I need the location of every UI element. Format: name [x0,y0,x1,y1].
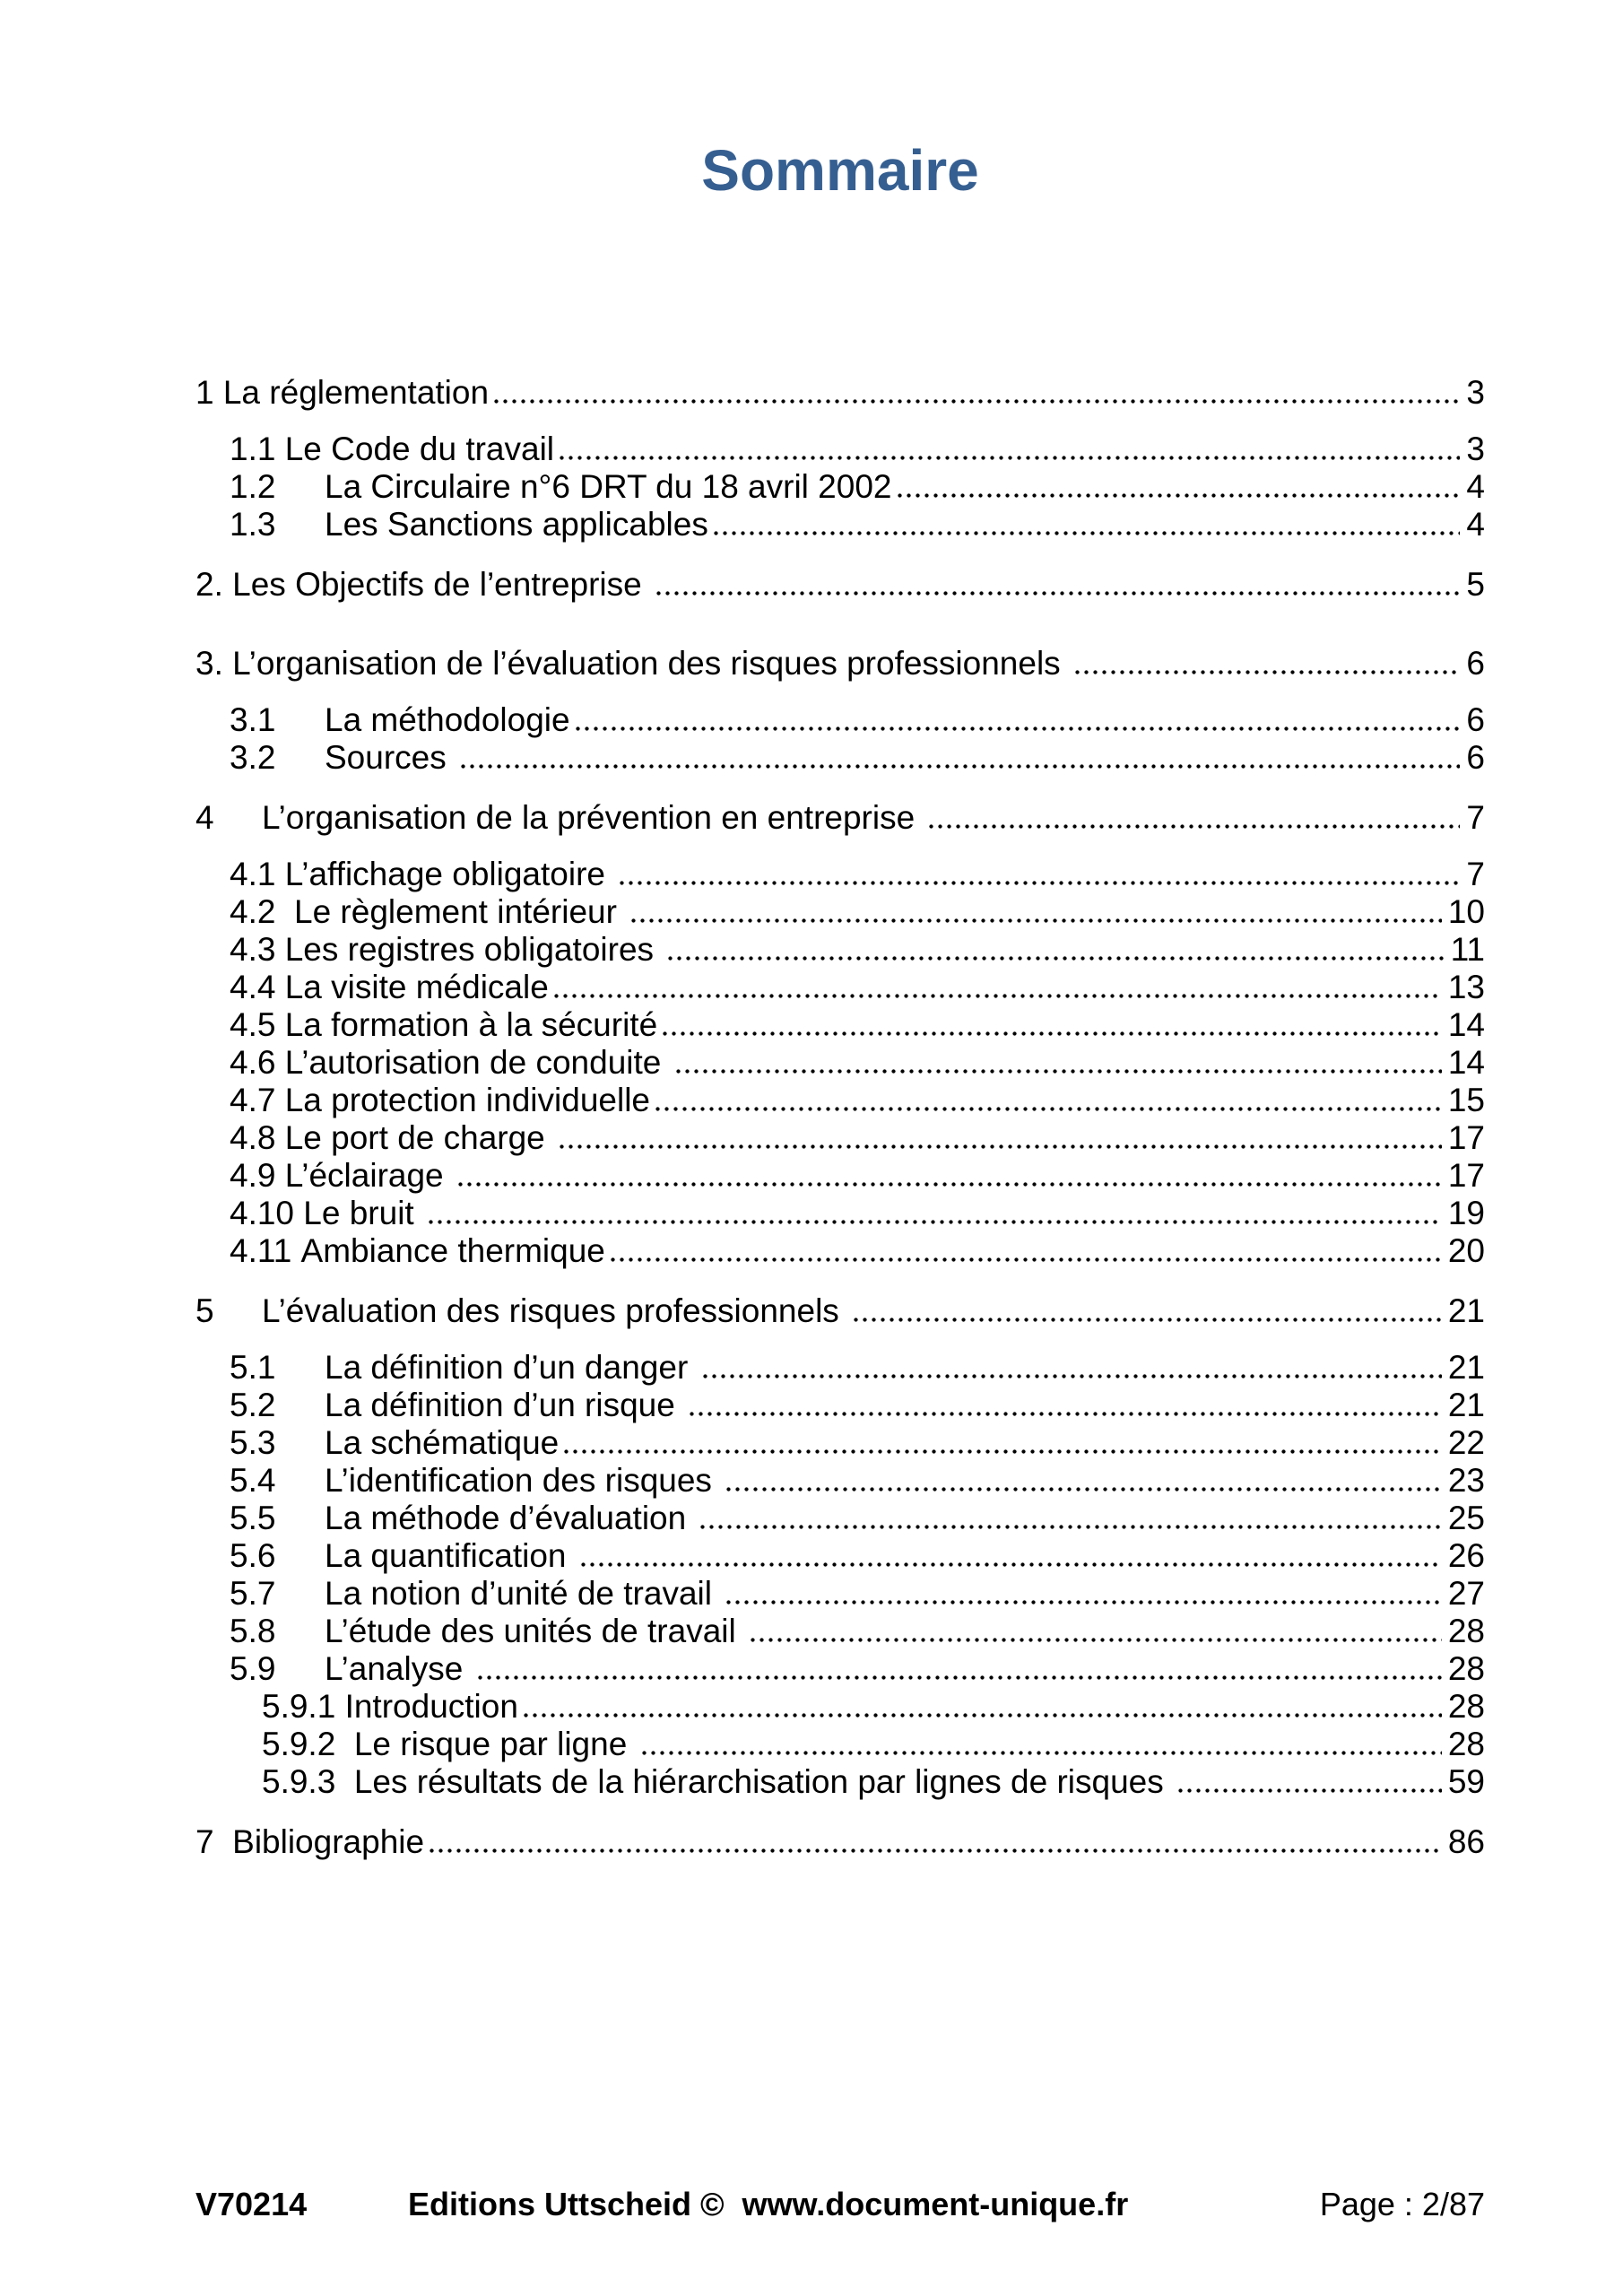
toc-entry-page: 28 [1447,1613,1485,1649]
toc-entry [195,1082,1485,1119]
toc-entry [195,1424,1485,1462]
dot-leader [564,1449,1442,1454]
toc-entry-title: La définition d’un risque [325,1387,685,1423]
toc-entry-page: 4 [1466,506,1485,543]
toc-entry-title: Introduction [344,1688,518,1725]
toc-entry-number: 4.6 [230,1044,285,1081]
dot-leader [1178,1788,1442,1793]
toc-entry-page: 4 [1466,468,1485,505]
toc-entry-page: 11 [1450,931,1485,968]
dot-leader [668,956,1444,961]
toc-entry [195,1688,1485,1726]
toc-entry-page: 21 [1447,1387,1485,1423]
toc-entry-title: Les registres obligatoires [284,931,664,968]
toc-entry-title: L’organisation de l’évaluation des risques professionnels [232,645,1070,682]
toc-entry [195,969,1485,1006]
toc-entry [195,1006,1485,1044]
toc-entry [195,1575,1485,1613]
dot-leader [478,1675,1442,1680]
toc-entry-number: 3.2 [230,739,276,776]
toc-entry-number: 5 [195,1292,214,1329]
toc-entry-title: La Circulaire n°6 DRT du 18 avril 2002 [325,468,892,505]
toc-entry [195,506,1485,544]
toc-entry [195,856,1485,893]
toc-entry-page: 6 [1466,701,1485,738]
toc-entry-title: Le port de charge [284,1119,555,1156]
dot-leader [690,1412,1442,1416]
toc-entry-title: L’autorisation de conduite [284,1044,671,1081]
toc-entry-number: 5.9.1 [262,1688,345,1725]
toc-entry-title: L’affichage obligatoire [284,856,615,892]
toc-entry-title: La protection individuelle [284,1082,650,1118]
dot-leader [663,1031,1442,1036]
toc-entry-number: 4.2 [230,893,294,930]
toc-entry-page: 19 [1447,1195,1485,1231]
toc-entry-number: 4.5 [230,1006,285,1043]
dot-leader [676,1069,1442,1074]
toc-entry-title: L’éclairage [284,1157,453,1194]
toc-entry-number: 4.4 [230,969,285,1005]
toc-entry-number: 1.3 [230,506,276,543]
dot-leader [929,824,1460,829]
toc-entry [195,1613,1485,1650]
toc-entry [195,1270,1485,1349]
toc-entry-number: 4.1 [230,856,285,892]
toc-entry-page: 86 [1447,1823,1485,1860]
toc-entry [195,1537,1485,1575]
dot-leader [854,1318,1442,1322]
toc-entry-page: 23 [1447,1462,1485,1499]
toc-entry-title: La réglementation [222,374,490,411]
dot-leader [1075,670,1460,674]
toc-entry-page: 59 [1447,1763,1485,1800]
toc-entry-page: 26 [1447,1537,1485,1574]
toc-entry-number: 4.7 [230,1082,285,1118]
toc-entry-page: 20 [1447,1232,1485,1269]
dot-leader [458,1182,1442,1187]
toc-entry-page: 21 [1447,1292,1485,1329]
toc-entry-number: 3.1 [230,701,276,738]
toc-entry-number: 7 [195,1823,233,1860]
toc-entry-page: 17 [1447,1119,1485,1156]
toc-entry [195,1119,1485,1157]
toc-entry-title: Bibliographie [232,1823,425,1860]
toc-entry-number: 3. [195,645,233,682]
toc-entry [195,893,1485,931]
dot-leader [581,1562,1442,1567]
toc-entry-number: 5.8 [230,1613,276,1649]
toc-entry-number: 5.6 [230,1537,276,1574]
dot-leader [726,1600,1442,1605]
toc-entry [195,1195,1485,1232]
toc-entry [195,1232,1485,1270]
dot-leader [554,994,1442,998]
toc-entry-page: 5 [1466,566,1485,603]
toc-entry-title: L’analyse [325,1650,473,1687]
toc-entry-number: 5.9.2 [262,1726,354,1762]
toc-entry [195,739,1485,777]
toc-entry-number: 4.10 [230,1195,304,1231]
toc-entry [195,1387,1485,1424]
toc-entry [195,352,1485,430]
dot-leader [714,531,1461,535]
dot-leader [655,1107,1442,1111]
dot-leader [430,1848,1442,1853]
toc-entry-title: L’identification des risques [325,1462,722,1499]
toc-entry-title: La quantification [325,1537,576,1574]
toc-entry [195,701,1485,739]
toc-entry [195,1044,1485,1082]
toc-entry [195,1726,1485,1763]
toc-entry-number: 1 [195,374,223,411]
dot-leader [642,1751,1442,1755]
dot-leader [656,591,1460,596]
toc-entry-number: 1.2 [230,468,276,505]
toc-entry-title: Le bruit [303,1195,423,1231]
dot-leader [560,1144,1442,1149]
toc-entry-title: Le règlement intérieur [294,893,627,930]
toc-entry-number: 1.1 [230,430,285,467]
footer-publisher: Editions Uttscheid © www.document-unique.fr [408,2186,1129,2222]
toc-entry [195,1500,1485,1537]
toc-entry [195,622,1485,701]
toc-entry-page: 28 [1447,1688,1485,1725]
page-title: Sommaire [701,138,979,203]
toc-entry-number: 4.9 [230,1157,285,1194]
toc-entry-number: 5.9 [230,1650,276,1687]
toc-entry [195,430,1485,468]
dot-leader [576,726,1461,731]
toc-entry-title: La méthode d’évaluation [325,1500,696,1536]
toc-entry-page: 28 [1447,1726,1485,1762]
toc-entry-title: L’étude des unités de travail [325,1613,745,1649]
toc-entry [195,1349,1485,1387]
dot-leader [751,1638,1442,1642]
toc-entry [195,1157,1485,1195]
page-content [195,0,1485,1880]
dot-leader [703,1374,1442,1378]
toc-entry-number: 5.2 [230,1387,276,1423]
footer-doc-code: V70214 [195,2186,308,2222]
toc-entry-page: 7 [1466,856,1485,892]
toc-entry-page: 25 [1447,1500,1485,1536]
toc-entry-number: 4.8 [230,1119,285,1156]
toc-entry-title: La schématique [325,1424,560,1461]
toc-entry-page: 3 [1466,430,1485,467]
toc-entry-number: 4.11 [230,1232,301,1269]
toc-entry-number: 5.3 [230,1424,276,1461]
toc-entry-title: Les résultats de la hiérarchisation par lignes de risques [353,1763,1174,1800]
toc-entry [195,931,1485,969]
toc-entry-page: 28 [1447,1650,1485,1687]
toc-entry [195,544,1485,622]
toc-entry-title: Ambiance thermique [300,1232,605,1269]
dot-leader [726,1487,1442,1492]
toc-entry-number: 4.3 [230,931,285,968]
toc-entry-title: La formation à la sécurité [284,1006,658,1043]
toc-entry-page: 14 [1447,1044,1485,1081]
toc-entry [195,1801,1485,1880]
dot-leader [429,1220,1442,1224]
dot-leader [631,918,1442,923]
toc-entry-page: 13 [1447,969,1485,1005]
dot-leader [560,456,1460,460]
toc-entry-title: La définition d’un danger [325,1349,698,1386]
dot-leader [700,1525,1441,1529]
toc-entry [195,468,1485,506]
toc-entry [195,1763,1485,1801]
toc-entry-title: L’organisation de la prévention en entreprise [262,799,924,836]
toc-entry-number: 5.1 [230,1349,276,1386]
dot-leader [494,399,1460,404]
toc-entry-number: 5.4 [230,1462,276,1499]
toc-entry-page: 3 [1466,374,1485,411]
footer-page-number: Page : 2/87 [1319,2186,1485,2222]
toc-entry [195,777,1485,856]
toc-entry-number: 2. [195,566,233,603]
toc-entry-page: 7 [1466,799,1485,836]
dot-leader [620,881,1460,885]
toc-entry-title: Les Sanctions applicables [325,506,708,543]
toc-entry-title: L’évaluation des risques professionnels [262,1292,849,1329]
toc-entry-page: 15 [1447,1082,1485,1118]
toc-entry-title: Le risque par ligne [353,1726,637,1762]
toc-entry-title: Sources [325,739,456,776]
toc-entry-page: 22 [1447,1424,1485,1461]
toc-entry [195,1650,1485,1688]
toc-entry-page: 17 [1447,1157,1485,1194]
dot-leader [898,493,1461,498]
dot-leader [524,1713,1442,1718]
toc-entry-title: La visite médicale [284,969,549,1005]
dot-leader [461,764,1460,769]
toc-entry-title: Les Objectifs de l’entreprise [232,566,651,603]
toc-entry-number: 5.5 [230,1500,276,1536]
toc-entry-number: 5.7 [230,1575,276,1612]
toc-entry-page: 21 [1447,1349,1485,1386]
toc-entry-title: Le Code du travail [284,430,555,467]
dot-leader [611,1257,1442,1262]
toc-entry-page: 27 [1447,1575,1485,1612]
toc-entry-page: 6 [1466,739,1485,776]
page-footer [195,2186,1485,2231]
toc-list [195,206,1485,1880]
toc-entry-page: 6 [1466,645,1485,682]
toc-entry-title: La notion d’unité de travail [325,1575,722,1612]
toc-entry-number: 5.9.3 [262,1763,354,1800]
toc-entry-page: 10 [1447,893,1485,930]
toc-entry [195,1462,1485,1500]
toc-entry-number: 4 [195,799,214,836]
toc-entry-page: 14 [1447,1006,1485,1043]
toc-entry-title: La méthodologie [325,701,570,738]
